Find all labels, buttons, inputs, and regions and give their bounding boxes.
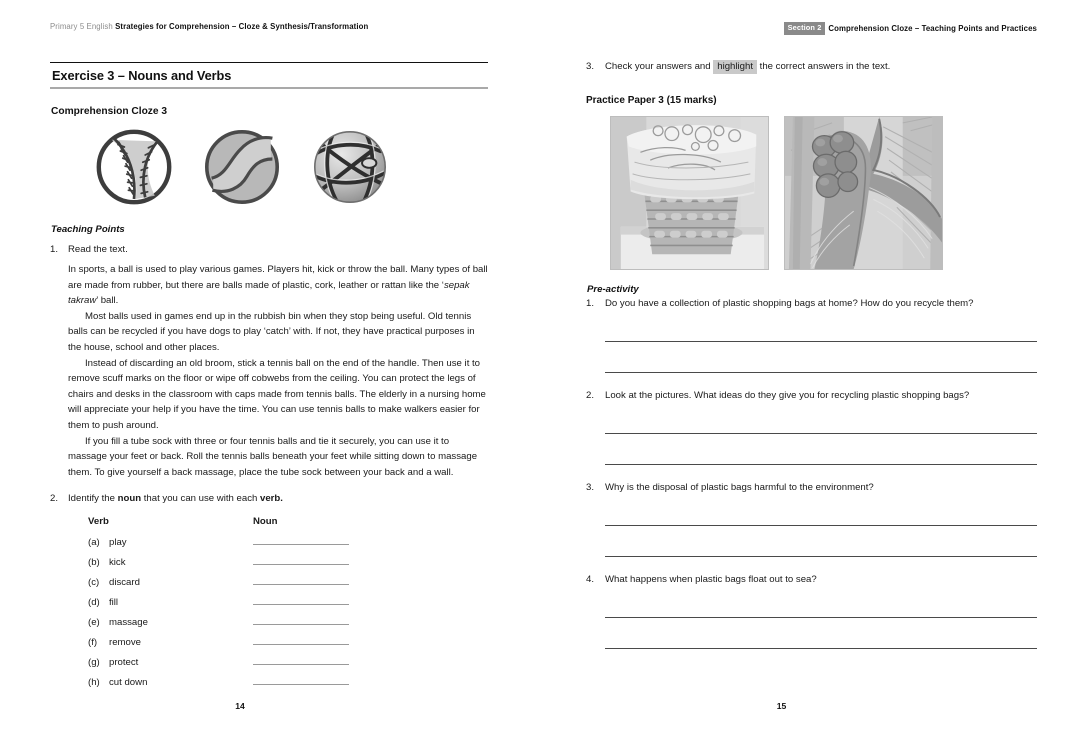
running-head-left xyxy=(50,22,488,34)
question-2-number: 2. xyxy=(586,390,595,401)
verb-cell xyxy=(88,557,253,568)
row-label: (b) xyxy=(88,557,100,569)
noun-answer-blank[interactable] xyxy=(253,533,349,545)
question-4-answer-area xyxy=(586,587,1037,649)
teaching-point-2-text xyxy=(68,491,488,506)
answer-line[interactable] xyxy=(605,403,1037,434)
left-page xyxy=(0,0,538,737)
passage-paragraph-1: In sports, a ball is used to play various games. Players hit, kick or throw the ball. Many types of ball are made from rubber, but there are balls made of plastic, cork, leather or rattan like the ‘sepak takraw’ ball. xyxy=(68,264,488,307)
question-2 xyxy=(586,389,1037,403)
verb-text: play xyxy=(109,537,127,549)
verb-text: remove xyxy=(109,637,141,649)
question-1-number: 1. xyxy=(586,298,595,309)
answer-line[interactable] xyxy=(605,587,1037,618)
passage-paragraph-4: If you fill a tube sock with three or four tennis balls and tie it securely, you can use it to massage your feet or back. Roll the tennis balls beneath your feet while sitting down to massage them. To give yourself a back massage, place the tube sock between your back and a wall. xyxy=(68,435,478,478)
column-header-noun: Noun xyxy=(253,516,278,528)
table-row xyxy=(88,633,488,653)
coconut-palm-photo xyxy=(784,116,943,270)
table-row xyxy=(88,613,488,633)
exercise-title: Exercise 3 – Nouns and Verbs xyxy=(52,68,232,83)
tp2-text-middle: that you can use with each xyxy=(141,493,260,505)
teaching-point-1-number: 1. xyxy=(50,244,59,255)
verb-cell xyxy=(88,677,253,688)
baseball-icon xyxy=(94,127,174,207)
row-label: (h) xyxy=(88,677,100,689)
table-row xyxy=(88,673,488,693)
verb-cell xyxy=(88,597,253,608)
section-badge: Section 2 xyxy=(784,22,826,35)
table-row xyxy=(88,573,488,593)
noun-answer-blank[interactable] xyxy=(253,573,349,585)
verb-text: discard xyxy=(109,577,140,589)
row-label: (c) xyxy=(88,577,100,589)
highlight-word: highlight xyxy=(713,60,757,74)
question-1 xyxy=(586,297,1037,311)
plastic-bag-lined-basket-photo xyxy=(610,116,769,270)
answer-line[interactable] xyxy=(605,618,1037,649)
running-head-prefix: Primary 5 English xyxy=(50,22,113,31)
verb-noun-table xyxy=(50,516,488,693)
pre-activity-heading: Pre-activity xyxy=(587,284,639,295)
noun-answer-blank[interactable] xyxy=(253,553,349,565)
pre-activity-questions xyxy=(586,297,1037,649)
question-2-text: Look at the pictures. What ideas do they give you for recycling plastic shopping bags? xyxy=(605,390,970,401)
verb-cell xyxy=(88,537,253,548)
column-header-verb: Verb xyxy=(88,516,109,528)
noun-answer-blank[interactable] xyxy=(253,613,349,625)
table-row xyxy=(88,653,488,673)
question-3 xyxy=(586,481,1037,495)
verb-text: kick xyxy=(109,557,126,569)
question-3-answer-area xyxy=(586,495,1037,557)
row-label: (d) xyxy=(88,597,100,609)
teaching-points-heading: Teaching Points xyxy=(51,224,125,235)
verb-text: protect xyxy=(109,657,139,669)
row-label: (a) xyxy=(88,537,100,549)
verb-text: massage xyxy=(109,617,148,629)
verb-cell xyxy=(88,637,253,648)
page-number-right: 15 xyxy=(776,701,787,711)
table-row xyxy=(88,593,488,613)
tennis-ball-icon xyxy=(202,127,282,207)
teaching-point-1 xyxy=(50,242,488,257)
answer-line[interactable] xyxy=(605,342,1037,373)
question-2-answer-area xyxy=(586,403,1037,465)
teaching-point-3-text xyxy=(605,60,1037,74)
passage-paragraph-2: Most balls used in games end up in the rubbish bin when they stop being useful. Old tennis balls can be recycled if you have dogs to play ‘catch’ with. If not, they have practical purposes in the house, school and other places. xyxy=(68,310,475,353)
running-head-title: Strategies for Comprehension – Cloze & Synthesis/Transformation xyxy=(115,22,369,31)
reading-passage xyxy=(50,262,488,480)
noun-answer-blank[interactable] xyxy=(253,673,349,685)
tp2-bold-noun: noun xyxy=(117,493,142,505)
noun-answer-blank[interactable] xyxy=(253,593,349,605)
row-label: (g) xyxy=(88,657,100,669)
teaching-point-2-number: 2. xyxy=(50,493,59,505)
answer-line[interactable] xyxy=(605,311,1037,342)
answer-line[interactable] xyxy=(605,495,1037,526)
tp3-text-after: the correct answers in the text. xyxy=(757,61,891,72)
question-4 xyxy=(586,573,1037,587)
question-1-answer-area xyxy=(586,311,1037,373)
sepak-takraw-ball-icon xyxy=(310,127,390,207)
exercise-rule-bottom xyxy=(50,87,488,89)
verb-cell xyxy=(88,577,253,588)
page-number-left: 14 xyxy=(235,701,245,711)
teaching-point-1-text: Read the text. xyxy=(68,244,128,255)
verb-cell xyxy=(88,657,253,668)
question-3-number: 3. xyxy=(586,482,595,493)
teaching-point-3 xyxy=(586,60,1037,74)
row-label: (e) xyxy=(88,617,100,629)
tp2-text-before: Identify the xyxy=(68,493,118,505)
running-head-title-right: Comprehension Cloze – Teaching Points and Practices xyxy=(828,24,1037,33)
sepak-takraw-italic: sepak takraw xyxy=(68,279,470,307)
row-label: (f) xyxy=(88,637,98,649)
verb-cell xyxy=(88,617,253,628)
noun-answer-blank[interactable] xyxy=(253,653,349,665)
answer-line[interactable] xyxy=(605,434,1037,465)
question-3-text: Why is the disposal of plastic bags harmful to the environment? xyxy=(605,482,874,493)
answer-line[interactable] xyxy=(605,526,1037,557)
teaching-point-2 xyxy=(50,491,488,506)
right-page xyxy=(538,0,1077,737)
noun-answer-blank[interactable] xyxy=(253,633,349,645)
tp2-bold-verb: verb. xyxy=(260,493,283,505)
verb-noun-table-header xyxy=(88,516,488,527)
question-4-text: What happens when plastic bags float out to sea? xyxy=(605,574,817,585)
running-head-right xyxy=(586,22,1037,34)
comprehension-cloze-subheading: Comprehension Cloze 3 xyxy=(51,106,168,117)
question-4-number: 4. xyxy=(586,574,595,585)
verb-text: fill xyxy=(109,597,119,609)
ball-illustrations xyxy=(50,127,488,207)
practice-paper-heading: Practice Paper 3 (15 marks) xyxy=(586,95,717,106)
passage-paragraph-3: Instead of discarding an old broom, stick a tennis ball on the end of the handle. Then use it to remove scuff marks on the floor or wipe off cobwebs from the ceiling. You can protect the legs of chairs and desks in the classroom with caps made from tennis balls. The elderly in a nursing home will appreciate your help if you have the time. You can use tennis balls to make walkers easier for them to push around. xyxy=(68,357,486,431)
verb-text: cut down xyxy=(109,677,148,689)
question-1-text: Do you have a collection of plastic shopping bags at home? How do you recycle them? xyxy=(605,298,974,309)
tp3-text-before: Check your answers and xyxy=(605,61,714,72)
table-row xyxy=(88,553,488,573)
teaching-point-3-number: 3. xyxy=(586,61,595,72)
table-row xyxy=(88,533,488,553)
practice-photos xyxy=(586,116,1037,270)
